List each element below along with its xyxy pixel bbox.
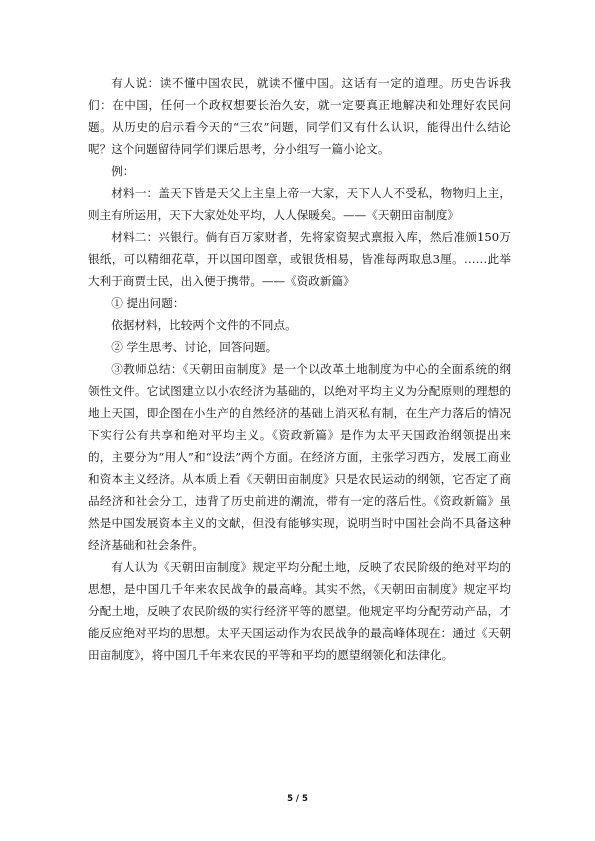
material-two: 材料二：兴银行。倘有百万家财者，先将家资契式禀报入库，然后准颁150万银纸，可以精细花草，开以国印图章，或银货相易，皆准每两取息3厘。……此举大利于商贾士民，出入便于携带。——《资政新篇》	[88, 230, 511, 288]
material-one: 材料一：盖天下皆是天父上主皇上帝一大家，天下人人不受私，物物归上主，则主有所运用，天下大家处处平均，人人保暖矣。——《天朝田亩制度》	[88, 186, 511, 222]
conclusion-paragraph: 有人认为《天朝田亩制度》规定平均分配土地，反映了农民阶级的绝对平均的思想，是中国几千年来农民战争的最高峰。其实不然，《天朝田亩制度》规定平均分配土地，反映了农民阶级的实行经济平等的愿望。他规定平均分配劳动产品，才能反应绝对平均的思想。太平天国运动作为农民战争的最高峰体现在：通过《天朝田亩制度》，将中国几千年来农民的平等和平均的愿望纲领化和法律化。	[88, 560, 511, 662]
question-text: 依据材料，比较两个文件的不同点。	[111, 318, 297, 332]
step-student-discussion: ② 学生思考、讨论，回答问题。	[111, 340, 278, 354]
example-label: 例：	[111, 164, 135, 178]
teacher-summary: ③教师总结：《天朝田亩制度》是一个以改革土地制度为中心的全面系统的纲领性文件。它试图建立以小农经济为基础的，以绝对平均主义为分配原则的理想的地上天国，即企图在小生产的自然经济的基础上消灭私有制，在生产力落后的情况下实行公有共享和绝对平均主义。《资政新篇》是作为太平天国政治纲领提出来的，主要分为“用人”和“设法”两个方面。在经济方面，主张学习西方，发展工商业和资本主义经济。从本质上看《天朝田亩制度》只是农民运动的纲领，它否定了商品经济和社会分工，违背了历史前进的潮流，带有一定的落后性。《资政新篇》虽然是中国发展资本主义的文献，但没有能够实现，说明当时中国社会尚不具备这种经济基础和社会条件。	[88, 362, 511, 552]
page-number: 5 / 5	[287, 794, 308, 804]
intro-paragraph: 有人说：读不懂中国农民，就读不懂中国。这话有一定的道理。历史告诉我们：在中国，任何一个政权想要长治久安，就一定要真正地解决和处理好农民问题。从历史的启示看今天的“三农”问题，同学们又有什么认识，能得出什么结论呢？这个问题留待同学们课后思考，分小组写一篇小论文。	[88, 76, 511, 156]
step-raise-question: ① 提出问题：	[111, 296, 185, 310]
document-body	[88, 72, 511, 666]
